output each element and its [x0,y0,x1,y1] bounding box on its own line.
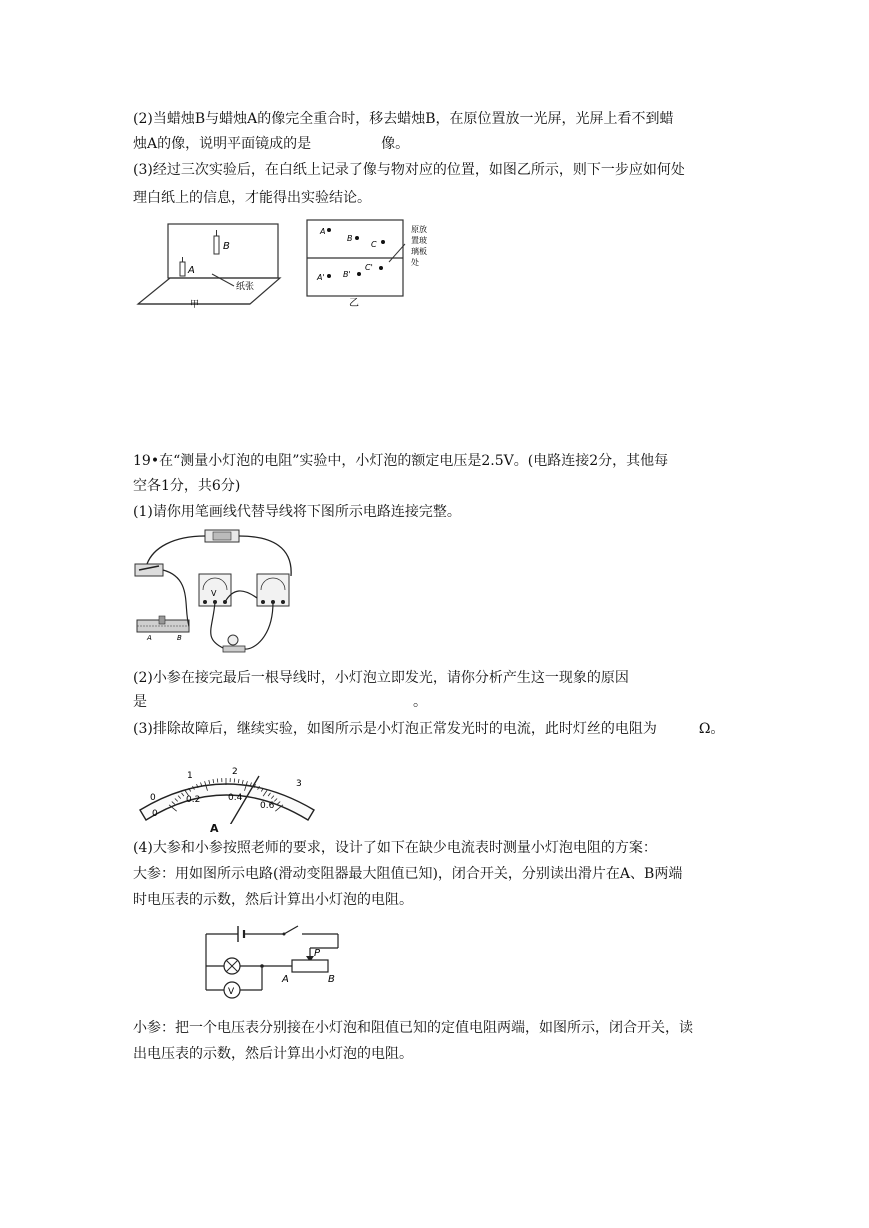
scale-top-2: 2 [232,767,238,777]
rheostat-symbol [292,960,328,972]
scale-tick [242,780,243,784]
point-a-prime-label: A' [317,273,325,282]
candle-b-label: B [223,241,230,252]
figure-jia-caption: 甲 [190,300,200,308]
point-b-prime [357,272,361,276]
q19-part2-line2: 是 。 [133,694,427,710]
paper-label: 纸张 [236,282,255,292]
q18-part3-line2: 理白纸上的信息，才能得出实验结论。 [133,190,371,206]
voltmeter-label: V [211,589,217,598]
candle-a-label: A [188,265,195,276]
q19-title-line2: 空各1分，共6分) [133,478,241,494]
svg-text:璃板: 璃板 [411,247,427,256]
figure-jia-candle-mirror [130,216,305,308]
point-c-prime-label: C' [365,263,373,272]
q19-da-line2: 时电压表的示数，然后计算出小灯泡的电阻。 [133,892,413,908]
q19-part3: (3)排除故障后，继续实验，如图所示是小灯泡正常发光时的电流，此时灯丝的电阻为 Ω。 [133,721,725,737]
svg-text:置玻: 置玻 [411,236,427,245]
q19-da-line1: 大参：用如图所示电路(滑动变阻器最大阻值已知)，闭合开关，分别读出滑片在A、B两端 [133,866,683,882]
glass-position-label [385,218,445,278]
svg-text:V: V [228,987,235,997]
svg-text:A: A [282,974,289,985]
q19-title-line1: 19•在“测量小灯泡的电阻”实验中，小灯泡的额定电压是2.5V。(电路连接2分，其他每 [133,453,669,469]
scale-bottom-0.2: 0.2 [186,795,201,805]
scale-top-3: 3 [296,779,302,789]
switch [284,926,298,934]
point-a-label: A [320,227,326,236]
ammeter-unit-label: A [210,822,219,835]
scale-bottom-0.4: 0.4 [228,793,243,803]
point-b [355,236,359,240]
scale-zero-right: 0 [152,809,158,819]
scale-tick [217,779,218,783]
svg-text:处: 处 [411,258,419,267]
svg-text:P: P [314,948,321,959]
scale-tick [238,779,239,783]
svg-text:0: 0 [150,793,156,803]
point-b-label: B [347,234,353,243]
point-c-prime [379,266,383,270]
point-b-prime-label: B' [343,270,351,279]
figure-circuit-photo [133,528,303,656]
scale-tick [209,780,210,784]
scale-top-1: 1 [187,771,193,781]
q19-xiao-line2: 出电压表的示数，然后计算出小灯泡的电阻。 [133,1046,413,1062]
q18-part2-line1: (2)当蜡烛B与蜡烛A的像完全重合时，移去蜡烛B，在原位置放一光屏，光屏上看不到蜡 [133,111,674,127]
svg-text:B: B [328,974,335,985]
point-c-label: C [371,240,377,249]
scale-tick [234,779,235,783]
figure-da-circuit [198,918,348,1004]
svg-text:B: B [177,634,182,642]
figure-ammeter-dial [136,756,318,824]
q19-part2-line1: (2)小参在接完最后一根导线时，小灯泡立即发光，请你分析产生这一现象的原因 [133,670,629,686]
q18-part3-line1: (3)经过三次实验后，在白纸上记录了像与物对应的位置，如图乙所示，则下一步应如何处 [133,162,685,178]
figure-yi-caption: 乙 [349,298,359,308]
scale-tick [213,779,214,783]
q19-xiao-line1: 小参：把一个电压表分别接在小灯泡和阻值已知的定值电阻两端，如图所示，闭合开关，读 [133,1020,693,1036]
q19-part1: (1)请你用笔画线代替导线将下图所示电路连接完整。 [133,504,461,520]
scale-bottom-0.6: 0.6 [260,801,275,811]
q19-part4: (4)大参和小参按照老师的要求，设计了如下在缺少电流表时测量小灯泡电阻的方案： [133,840,657,856]
svg-text:A: A [147,634,152,642]
point-a [327,228,331,232]
point-a-prime [327,274,331,278]
svg-text:原放: 原放 [411,225,427,234]
q18-part2-line2: 烛A的像，说明平面镜成的是 像。 [133,136,410,152]
